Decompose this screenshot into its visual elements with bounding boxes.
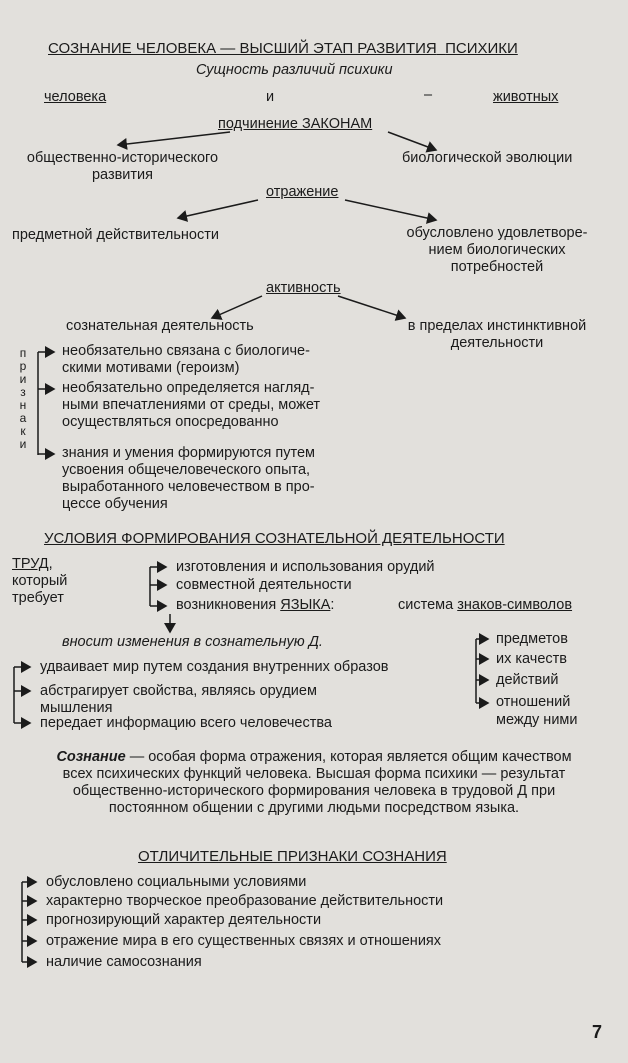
conditions-title: УСЛОВИЯ ФОРМИРОВАНИЯ СОЗНАТЕЛЬНОЙ ДЕЯТЕЛЬНОСТИ [44,530,505,547]
labor-block: ТРУД, который требует [12,556,68,606]
feature-item: прогнозирующий характер деятельности [46,912,322,928]
activity-label: активность [266,280,341,296]
features-title: ОТЛИЧИТЕЛЬНЫЕ ПРИЗНАКИ СОЗНАНИЯ [138,848,447,865]
right-1: биологической эволюции [402,150,573,166]
changes-label: вносит изменения в сознательную Д. [62,634,323,650]
main-title: СОЗНАНИЕ ЧЕЛОВЕКА — ВЫСШИЙ ЭТАП РАЗВИТИЯ ПСИХИКИ [48,40,518,57]
essence-subtitle: Сущность различий психики [196,62,393,78]
left-1: общественно-исторического развития [26,150,219,183]
reflection-label: отражение [266,184,339,200]
fork-arrow-left-1 [118,132,230,145]
animals-label: животных [493,89,559,105]
symbol-item: предметов [496,631,568,647]
left-2: предметной действительности [12,227,219,243]
right-3: в пределах инстинктивной деятельности [407,318,587,351]
fork-arrow-right-2 [345,200,436,220]
human-label: человека [44,89,107,105]
effect-item: абстрагирует свойства, являясь орудием мышления [40,683,317,716]
sign-item: необязательно определяется нагляд- ными впечатлениями от среды, может осуществляться опосредованно [62,380,321,430]
fork-arrow-left-2 [178,200,258,218]
requires-item: совместной деятельности [176,577,352,593]
sign-item: знания и умения формируются путем усвоения общечеловеческого опыта, выработанного человечеством в про- цессе обучения [62,445,315,512]
and-label: и [266,89,275,105]
symbol-item: между ними [496,712,578,728]
symbol-item: действий [496,672,559,688]
sign-system: система знаков-символов [398,597,573,613]
effect-item: передает информацию всего человечества [40,715,332,731]
fork-arrow-right-3 [338,296,405,318]
requires-item: изготовления и использования орудий [176,559,435,575]
feature-item: наличие самосознания [46,954,202,970]
dash-mark: – [424,87,433,103]
effect-item: удваивает мир путем создания внутренних образов [40,659,389,675]
symbol-item: их качеств [496,651,567,667]
feature-item: характерно творческое преобразование действительности [46,893,444,909]
left-3: сознательная деятельность [66,318,254,334]
language-item: возникновения ЯЗЫКА: [176,597,335,613]
sign-item: необязательно связана с биологиче- скими мотивами (героизм) [62,343,310,376]
page-number: 7 [592,1022,603,1042]
feature-item: обусловлено социальными условиями [46,874,307,890]
fork-arrow-right-1 [388,132,436,150]
right-2: обусловлено удовлетворе- нием биологических потребностей [406,225,588,275]
definition: Сознание — особая форма отражения, которая является общим качеством всех психических функций человека. Высшая форма психики — результат общественно-исторического формирования человека в трудовой Д при постоянном общении с другими людьми посредством языка. [56,749,572,816]
laws-label: подчинение ЗАКОНАМ [218,116,373,132]
feature-item: отражение мира в его существенных связях и отношениях [46,933,442,949]
symbol-item: отношений [496,694,571,710]
fork-arrow-left-3 [212,296,262,318]
